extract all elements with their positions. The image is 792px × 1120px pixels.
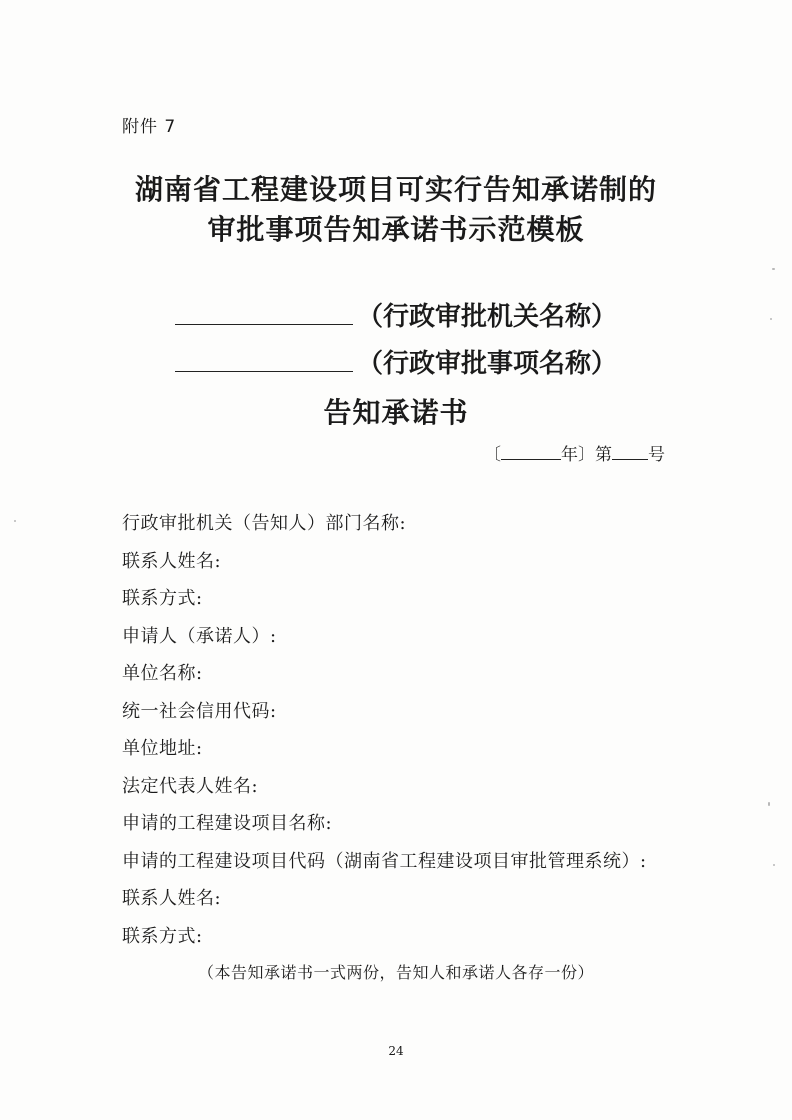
- field-legal-representative: 法定代表人姓名:: [122, 775, 259, 797]
- form-fields: [122, 513, 647, 963]
- field-applicant: 申请人（承诺人）:: [122, 625, 277, 647]
- field-project-code: 申请的工程建设项目代码（湖南省工程建设项目审批管理系统）:: [122, 850, 647, 872]
- field-unit-name: 单位名称:: [122, 663, 203, 684]
- approval-item-line: [0, 343, 792, 380]
- docno-number-suffix: 号: [648, 445, 665, 465]
- doc-title: 告知承诺书: [323, 396, 469, 429]
- scan-speck: [772, 268, 775, 270]
- title-line-2: 审批事项告知承诺书示范模板: [207, 213, 585, 246]
- docno-year-blank: [501, 441, 561, 460]
- field-contact-name: 联系人姓名:: [122, 550, 222, 572]
- docno-number-blank: [612, 441, 648, 460]
- page-number: 24: [388, 1044, 404, 1058]
- field-contact-method: 联系方式:: [122, 588, 203, 609]
- authority-name-line: [0, 296, 792, 333]
- field-credit-code: 统一社会信用代码:: [122, 700, 277, 722]
- field-authority-department: 行政审批机关（告知人）部门名称:: [122, 513, 407, 534]
- approval-item-blank: [175, 343, 353, 372]
- field-project-name: 申请的工程建设项目名称:: [122, 813, 333, 834]
- field-unit-address: 单位地址:: [122, 738, 203, 759]
- document-number: [484, 440, 665, 465]
- field-applicant-contact-name: 联系人姓名:: [122, 888, 222, 909]
- docno-year-suffix: 年〕第: [561, 445, 612, 465]
- docno-open-bracket: 〔: [484, 445, 501, 465]
- scan-speck: [768, 802, 770, 806]
- authority-name-blank: [175, 296, 353, 325]
- approval-item-label: （行政审批事项名称）: [356, 349, 617, 379]
- attachment-label: 附件 7: [122, 117, 177, 137]
- scan-speck: [770, 318, 772, 320]
- authority-name-label: （行政审批机关名称）: [356, 302, 617, 332]
- field-applicant-contact-method: 联系方式:: [122, 925, 203, 947]
- copies-note: （本告知承诺书一式两份，告知人和承诺人各存一份）: [197, 963, 594, 982]
- scan-speck: [773, 864, 775, 866]
- title-line-1: 湖南省工程建设项目可实行告知承诺制的: [134, 173, 657, 206]
- scan-speck: [14, 520, 16, 522]
